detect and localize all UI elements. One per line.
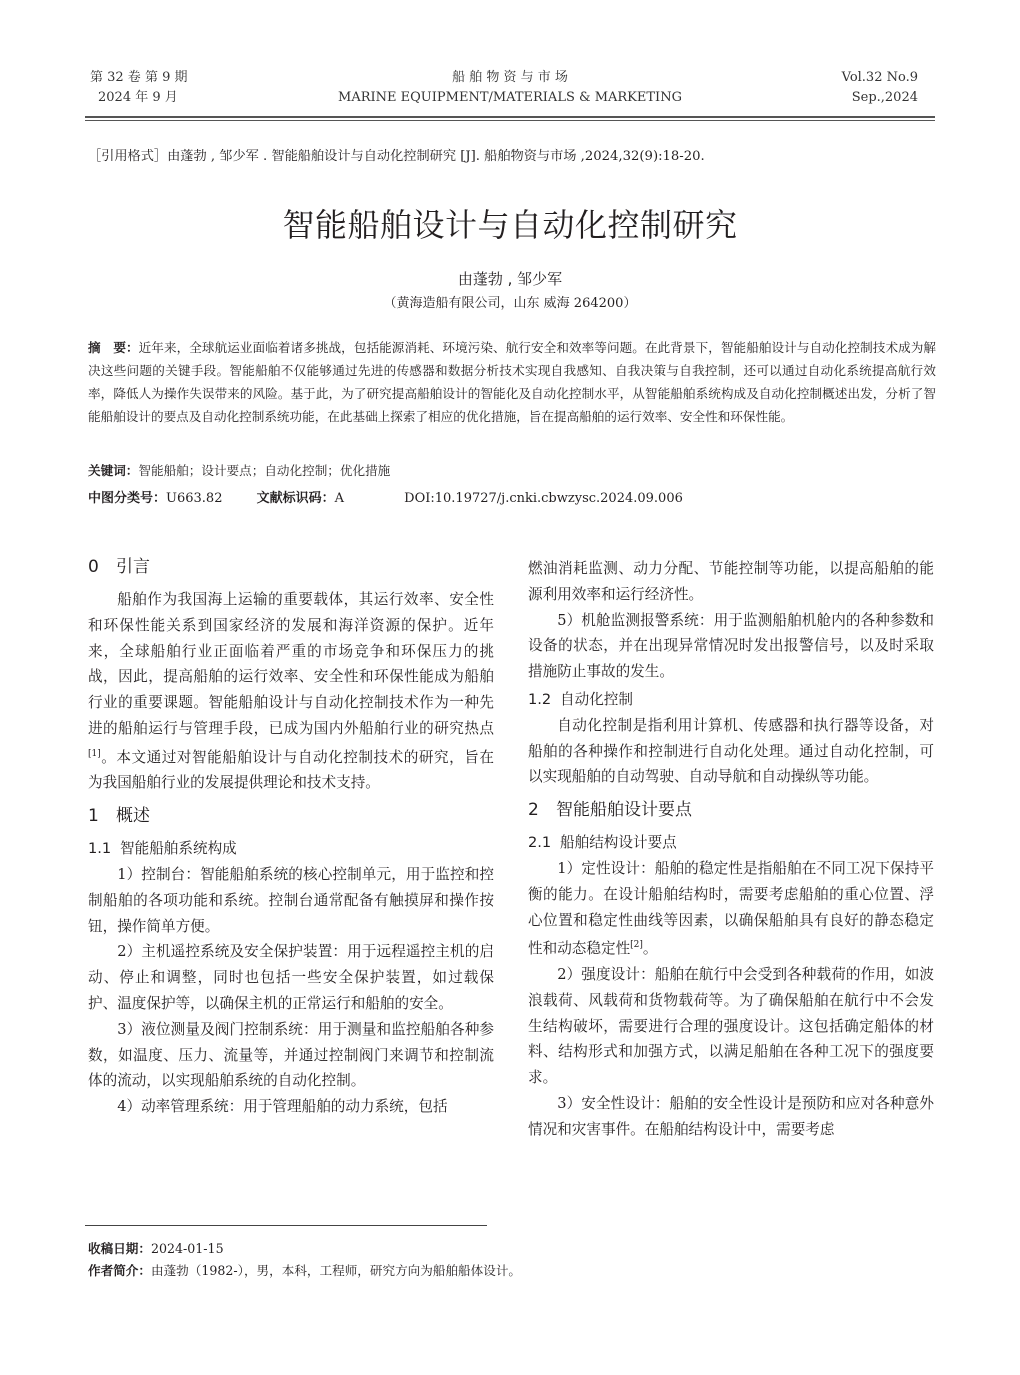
paragraph: 船舶作为我国海上运输的重要载体，其运行效率、安全性和环保性能关系到国家经济的发展和海洋资源的保护。近年来，全球船舶行业正面临着严重的市场竞争和环保压力的挑战，因此，提高船舶的运行效率、安全性和环保性能成为船舶行业的重要课题。智能船舶设计与自动化控制技术作为一种先进的船舶运行与管理手段，已成为国内外船舶行业的研究热点[1]。本文通过对智能船舶设计与自动化控制技术的研究，旨在为我国船舶行业的发展提供理论和技术支持。	[88, 591, 494, 792]
left-column	[88, 553, 494, 1120]
doi: DOI:10.19727/j.cnki.cbwzysc.2024.09.006	[404, 491, 683, 506]
keywords: 关键词：智能船舶；设计要点；自动化控制；优化措施	[88, 463, 391, 478]
paragraph: 1）定性设计：船舶的稳定性是指船舶在不同工况下保持平衡的能力。在设计船舶结构时，需要考虑船舶的重心位置、浮心位置和稳定性曲线等因素，以确保船舶具有良好的静态稳定性和动态稳定性[2]。	[528, 859, 934, 958]
subsection-heading: 1.1 智能船舶系统构成	[88, 840, 237, 858]
section-heading: 1 概述	[88, 806, 150, 827]
journal-name: 船 舶 物 资 与 市 场 MARINE EQUIPMENT/MATERIALS & MARKETING	[338, 70, 682, 105]
paragraph: 2）强度设计：船舶在航行中会受到各种载荷的作用，如波浪载荷、风载荷和货物载荷等。为了确保船舶在航行中不会发生结构破坏，需要进行合理的强度设计。这包括确定船体的材料、结构形式和加强方式，以满足船舶在各种工况下的强度要求。	[528, 966, 934, 1087]
paper-title: 智能船舶设计与自动化控制研究	[282, 206, 738, 244]
paragraph: 3）安全性设计：船舶的安全性设计是预防和应对各种意外情况和灾害事件。在船舶结构设计中，需要考虑	[528, 1095, 934, 1138]
clc-code: 中图分类号：U663.82	[88, 491, 223, 506]
paragraph: 2）主机遥控系统及安全保护装置：用于远程遥控主机的启动、停止和调整，同时也包括一些安全保护装置，如过载保护、温度保护等，以确保主机的正常运行和船舶的安全。	[88, 943, 494, 1013]
subsection-heading: 2.1 船舶结构设计要点	[528, 834, 677, 852]
classification-row	[88, 487, 683, 506]
paragraph: 燃油消耗监测、动力分配、节能控制等功能，以提高船舶的能源利用效率和运行经济性。	[528, 560, 934, 603]
subsection-heading: 1.2 自动化控制	[528, 690, 633, 708]
volume-info: 第 32 卷 第 9 期 2024 年 9 月	[90, 70, 188, 105]
doc-code: 文献标识码：A	[256, 491, 345, 506]
paragraph: 1）控制台：智能船舶系统的核心控制单元，用于监控和控制船舶的各项功能和系统。控制台通常配备有触摸屏和操作按钮，操作简单方便。	[88, 866, 494, 935]
header-rule-thin	[85, 120, 935, 121]
header-rule-thick	[85, 116, 935, 118]
abstract: 摘 要：近年来，全球航运业面临着诸多挑战，包括能源消耗、环境污染、航行安全和效率等问题。在此背景下，智能船舶设计与自动化控制技术成为解决这些问题的关键手段。智能船舶不仅能够通过先进的传感器和数据分析技术实现自我感知、自我决策与自我控制，还可以通过自动化系统提高航行效率，降低人为操作失误带来的风险。基于此，为了研究提高船舶设计的智能化及自动化控制水平，从智能船舶系统构成及自动化控制概述出发，分析了智能船舶设计的要点及自动化控制系统功能，在此基础上探索了相应的优化措施，旨在提高船舶的运行效率、安全性和环保性能。	[88, 340, 937, 424]
paragraph: 3）液位测量及阀门控制系统：用于测量和监控船舶各种参数，如温度、压力、流量等，并通过控制阀门来调节和控制流体的流动，以实现船舶系统的自动化控制。	[88, 1020, 494, 1090]
section-heading: 0 引言	[88, 557, 150, 577]
affiliation: （黄海造船有限公司，山东 威海 264200）	[383, 296, 637, 311]
section-heading: 2 智能船舶设计要点	[528, 800, 692, 821]
paragraph: 自动化控制是指利用计算机、传感器和执行器等设备，对船舶的各种操作和控制进行自动化处理。通过自动化控制，可以实现船舶的自动驾驶、自动导航和自动操纵等功能。	[528, 716, 934, 786]
volume-info-en: Vol.32 No.9 Sep.,2024	[841, 70, 918, 105]
received-date: 收稿日期：2024-01-15	[88, 1241, 224, 1256]
citation: ［引用格式］由蓬勃 , 邹少军 . 智能船舶设计与自动化控制研究 [J]. 船舶物资与市场 ,2024,32(9):18-20.	[88, 149, 705, 164]
footnotes	[88, 1238, 521, 1282]
paragraph: 4）动率管理系统：用于管理船舶的动力系统，包括	[117, 1098, 448, 1116]
right-column	[528, 556, 934, 1143]
authors: 由蓬勃 , 邹少军	[457, 270, 563, 288]
paragraph: 5）机舱监测报警系统：用于监测船舶机舱内的各种参数和设备的状态，并在出现异常情况时发出报警信号，以及时采取措施防止事故的发生。	[528, 611, 934, 681]
author-bio: 作者简介：由蓬勃（1982-），男，本科，工程师，研究方向为船舶船体设计。	[88, 1263, 522, 1278]
footnote-rule	[85, 1225, 487, 1226]
